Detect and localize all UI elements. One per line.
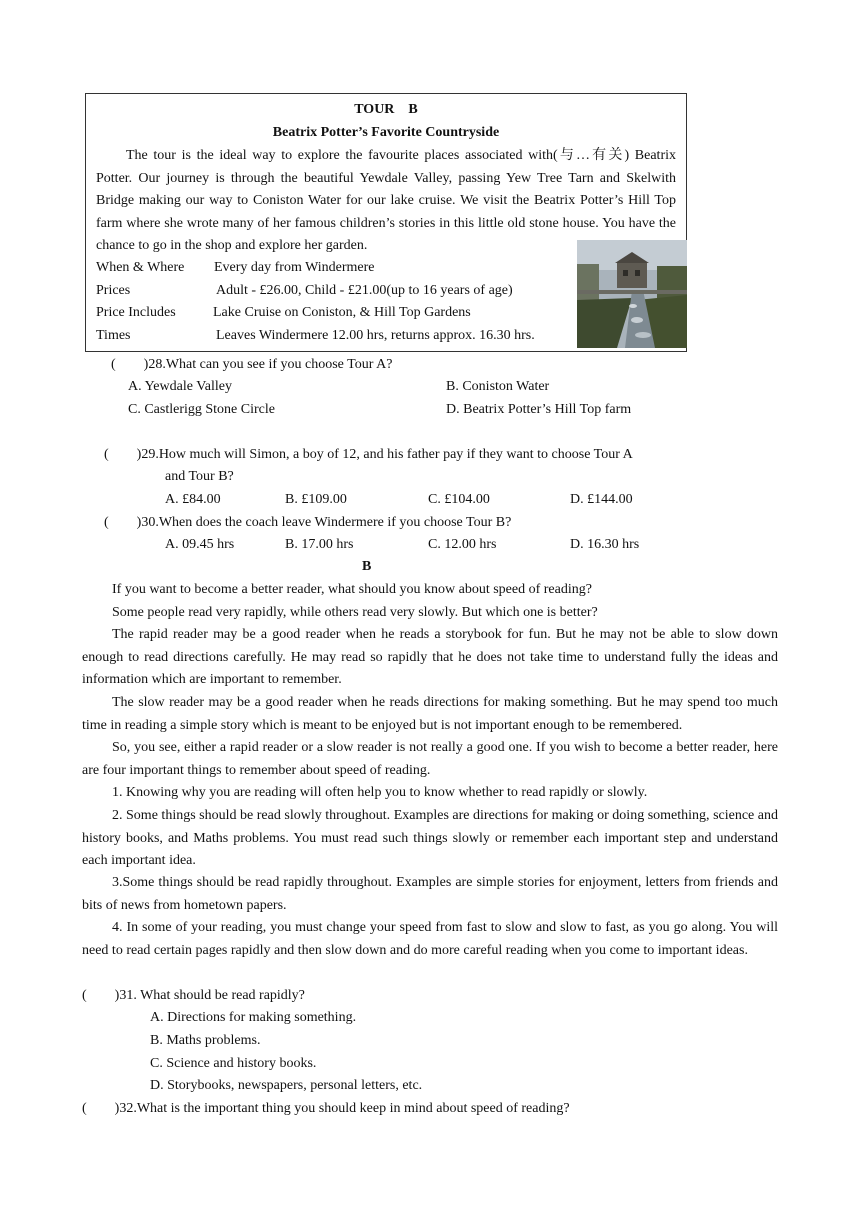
q28-option-d: D. Beatrix Potter’s Hill Top farm [446, 402, 632, 417]
info-label-prices: Prices [96, 283, 131, 298]
q31-option-a: A. Directions for making something. [150, 1010, 357, 1025]
tour-b-title: Beatrix Potter’s Favorite Countryside [272, 125, 500, 140]
q28-stem: ( )28.What can you see if you choose Tour A? [111, 357, 393, 372]
q32-stem: ( )32.What is the important thing you should keep in mind about speed of reading? [82, 1101, 570, 1116]
info-value-when: Every day from Windermere [214, 260, 375, 275]
info-value-prices: Adult - £26.00, Child - £21.00(up to 16 years of age) [216, 283, 513, 298]
q28-option-b: B. Coniston Water [446, 379, 550, 394]
q29-option-d: D. £144.00 [570, 492, 633, 507]
q30-stem: ( )30.When does the coach leave Windermere if you choose Tour B? [104, 515, 512, 530]
info-label-times: Times [96, 328, 131, 343]
q29-option-b: B. £109.00 [285, 492, 347, 507]
info-label-includes: Price Includes [96, 305, 176, 320]
section-b-point-3: 3.Some things should be read rapidly throughout. Examples are simple stories for enjoyment, letters from friends and bits of news from hometown papers. [82, 875, 778, 913]
info-value-times: Leaves Windermere 12.00 hrs, returns approx. 16.30 hrs. [216, 328, 535, 343]
section-b-point-1: 1. Knowing why you are reading will often help you to know whether to read rapidly or slowly. [112, 785, 648, 800]
section-b-point-4: 4. In some of your reading, you must change your speed from fast to slow and slow to fast, as you go along. You will need to read certain pages rapidly and then slow down and do more careful reading when you come to important ideas. [82, 920, 778, 958]
q31-option-d: D. Storybooks, newspapers, personal letters, etc. [150, 1078, 423, 1093]
section-b-point-2: 2. Some things should be read slowly throughout. Examples are directions for making or doing something, science and history books, and Maths problems. You must read such things slowly or remember each important step and understand each important idea. [82, 808, 778, 869]
info-value-includes: Lake Cruise on Coniston, & Hill Top Gardens [213, 305, 471, 320]
q30-option-a: A. 09.45 hrs [165, 537, 235, 552]
q30-option-c: C. 12.00 hrs [428, 537, 497, 552]
q29-option-c: C. £104.00 [428, 492, 490, 507]
section-b-paragraph-3: The rapid reader may be a good reader when he reads a storybook for fun. But he may not be able to slow down enough to read directions carefully. He may read so rapidly that he does not take time to understand fully the ideas and information which are important to remember. [82, 627, 778, 688]
section-b-paragraph-4: The slow reader may be a good reader when he reads directions for making something. But he may spend too much time in reading a simple story which is meant to be enjoyed but is not important enough to be remembered. [82, 695, 778, 733]
countryside-photo [577, 240, 687, 348]
q31-option-c: C. Science and history books. [150, 1056, 317, 1071]
section-b-heading: B [362, 559, 372, 574]
q29-stem: ( )29.How much will Simon, a boy of 12, and his father pay if they want to choose Tour A [104, 447, 633, 462]
q31-stem: ( )31. What should be read rapidly? [82, 988, 305, 1003]
tour-b-description: The tour is the ideal way to explore the favourite places associated with(与…有关) Beatrix Potter. Our journey is through the beautiful Yewdale Valley, passing Yew Tree Tarn and Skelwith Bridge making our way to Coniston Water for our lake cruise. We visit the Beatrix Potter’s Hill Top farm where she wrote many of her famous children’s stories in this little old stone house. You have the chance to go in the shop and explore her garden. [96, 148, 676, 254]
q29-option-a: A. £84.00 [165, 492, 221, 507]
q30-option-b: B. 17.00 hrs [285, 537, 354, 552]
q28-option-a: A. Yewdale Valley [128, 379, 232, 394]
q28-option-c: C. Castlerigg Stone Circle [128, 402, 275, 417]
section-b-paragraph-5: So, you see, either a rapid reader or a slow reader is not really a good one. If you wish to become a better reader, here are four important things to remember about speed of reading. [82, 740, 778, 778]
info-label-when: When & Where [96, 260, 185, 275]
tour-b-heading: TOUR B [354, 102, 418, 117]
section-b-paragraph-1: If you want to become a better reader, what should you know about speed of reading? [112, 582, 592, 597]
q29-stem-continued: and Tour B? [165, 469, 234, 484]
section-b-paragraph-2: Some people read very rapidly, while others read very slowly. But which one is better? [112, 605, 598, 620]
q31-option-b: B. Maths problems. [150, 1033, 261, 1048]
q30-option-d: D. 16.30 hrs [570, 537, 640, 552]
